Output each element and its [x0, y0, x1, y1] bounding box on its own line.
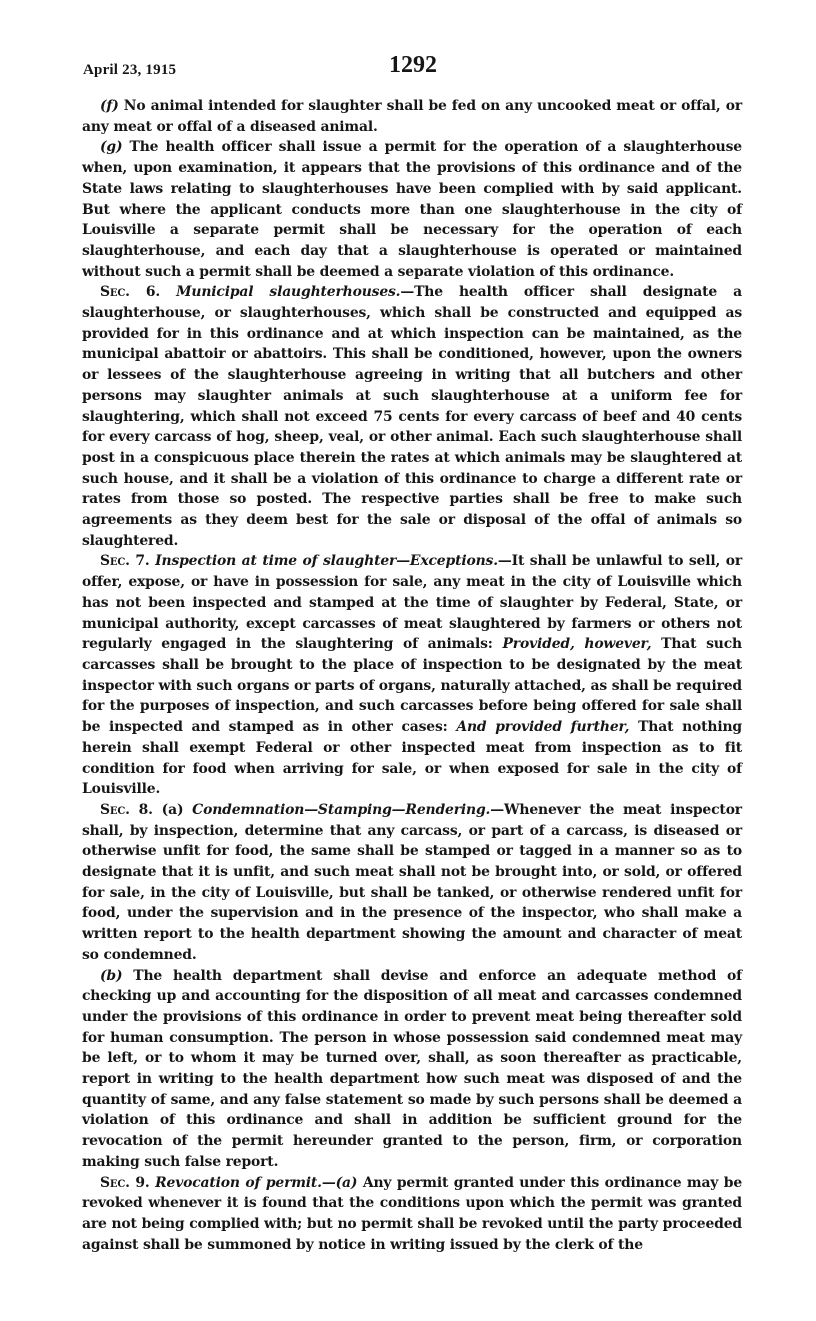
paragraph-text: The health officer shall issue a permit for the operation of a slaughterhouse when, upon examination, it appears that the provisions of this ordinance and of the State laws relating to slaughterhouses have been complied with by said applicant. But where the applicant conducts more than one slaughterhouse in the city of Louisville a separate permit shall be necessary for the operation of each slaughterhouse, and each day that a slaughterhouse is operated or maintained without such a permit shall be deemed a separate violation of this ordinance. [82, 139, 742, 280]
paragraph-label: (f) [100, 98, 119, 114]
paragraph-8b [82, 966, 742, 1173]
section-heading: Condemnation—Stamping—Rendering. [192, 801, 491, 818]
subsection-label: (a) [152, 801, 193, 818]
document-page [82, 52, 742, 1255]
paragraph-g [82, 137, 742, 282]
section-9 [82, 1173, 742, 1256]
section-8a [82, 800, 742, 966]
section-text: —The health officer shall designate a slaughterhouse, or slaughterhouses, which shall be constructed and equipped as provided for in this ordinance and at which inspection can be maintained, as the municipal abattoir or abattoirs. This shall be conditioned, however, upon the owners or lessees of the slaughterhouse agreeing in writing that all butchers and other persons may slaughter animals at such slaughterhouse at a uniform fee for slaughtering, which shall not exceed 75 cents for every carcass of beef and 40 cents for every carcass of hog, sheep, veal, or other animal. Each such slaughterhouse shall post in a conspicuous place therein the rates at which animals may be slaughtered at such house, and it shall be a violation of this ordinance to charge a different rate or rates from those so posted. The respective parties shall be free to make such agreements as they deem best for the sale or disposal of the offal of animals so slaughtered. [82, 284, 742, 549]
proviso: Provided, however, [502, 636, 652, 653]
section-7 [82, 551, 742, 799]
section-text: — [321, 1174, 336, 1191]
paragraph-label: (b) [100, 967, 123, 984]
paragraph-label: (g) [100, 139, 123, 156]
subsection-label: (a) [335, 1174, 358, 1191]
page-number: 1292 [389, 52, 437, 78]
section-heading: Municipal slaughterhouses. [176, 284, 401, 301]
paragraph-text: No animal intended for slaughter shall be fed on any uncooked meat or offal, or any meat or offal of a diseased animal. [82, 98, 742, 135]
proviso: And provided further, [456, 719, 630, 736]
section-heading: Revocation of permit. [155, 1174, 322, 1191]
section-number: Sec. 8. [100, 801, 153, 818]
page-header [82, 52, 742, 96]
section-number: Sec. 6. [100, 284, 161, 301]
section-number: Sec. 9. [100, 1174, 150, 1191]
paragraph-f [82, 96, 742, 137]
section-text: That such carcasses shall be brought to the place of inspection to be designated by the meat inspector with such organs or parts of organs, naturally attached, as shall be required for the purposes of inspection, and such carcasses before being offered for sale shall be inspected and stamped as in other cases: [82, 636, 742, 736]
section-text: —Whenever the meat inspector shall, by inspection, determine that any carcass, or part of a carcass, is diseased or otherwise unfit for food, the same shall be stamped or tagged in a manner so as to designate that it is unfit, and such meat shall not be brought into, or sold, or offered for sale, in the city of Louisville, but shall be tanked, or otherwise rendered unfit for food, under the supervision and in the presence of the inspector, who shall make a written report to the health department showing the amount and character of meat so condemned. [82, 801, 742, 963]
section-number: Sec. 7. [100, 553, 150, 570]
header-date: April 23, 1915 [83, 62, 177, 78]
section-6 [82, 282, 742, 551]
paragraph-text: The health department shall devise and enforce an adequate method of checking up and accounting for the disposition of all meat and carcasses condemned under the provisions of this ordinance in order to prevent meat being thereafter sold for human consumption. The person in whose possession said condemned meat may be left, or to whom it may be turned over, shall, as soon thereafter as practicable, report in writing to the health department how such meat was disposed of and the quantity of same, and any false statement so made by such persons shall be deemed a violation of this ordinance and shall in addition be sufficient ground for the revocation of the permit hereunder granted to the person, firm, or corporation making such false report. [82, 967, 742, 1170]
section-heading: Inspection at time of slaughter—Exceptions. [155, 553, 498, 570]
section-text: That nothing herein shall exempt Federal or other inspected meat from inspection as to fit condition for food when arriving for sale, or when exposed for sale in the city of Louisville. [82, 719, 742, 798]
document-body [82, 96, 742, 1255]
section-text: Any permit granted under this ordinance may be revoked whenever it is found that the conditions upon which the permit was granted are not being complied with; but no permit shall be revoked until the party proceeded against shall be summoned by notice in writing issued by the clerk of the [82, 1174, 743, 1253]
section-text: —It shall be unlawful to sell, or offer, expose, or have in possession for sale, any meat in the city of Louisville which has not been inspected and stamped at the time of slaughter by Federal, State, or municipal authority, except carcasses of meat slaughtered by farmers or others not regularly engaged in the slaughtering of animals: [82, 553, 742, 653]
